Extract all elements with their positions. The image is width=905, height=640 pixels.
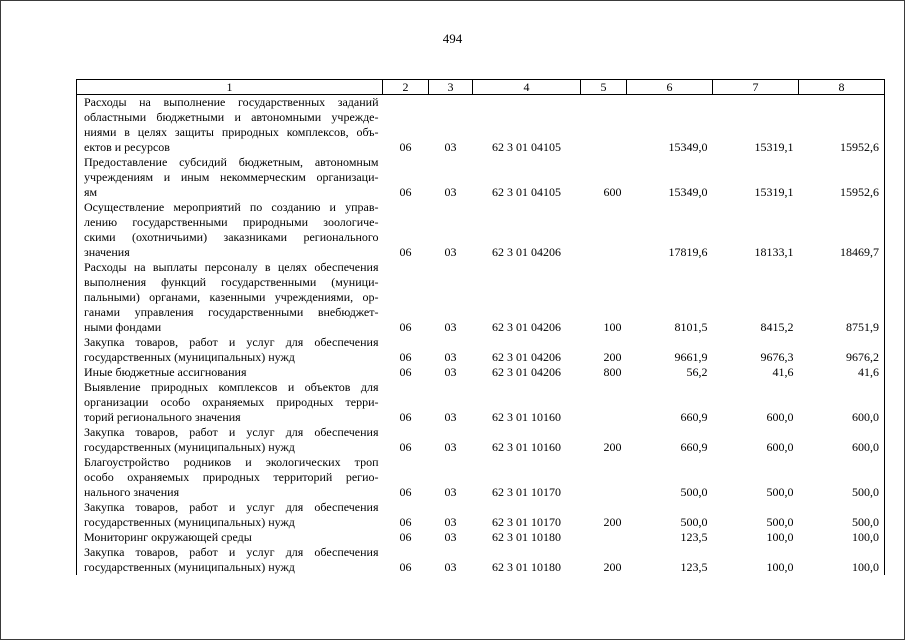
pr-code: 03 xyxy=(444,320,457,334)
pr-code: 03 xyxy=(444,365,457,379)
amount-col6: 15349,0 xyxy=(668,140,708,154)
csr-code: 62 3 01 04206 xyxy=(492,350,561,364)
amount-col7: 41,6 xyxy=(772,365,794,379)
vr-code xyxy=(581,380,627,425)
row-description: Предоставление субсидий бюджетным, автономным учреждениям и иным некоммерческим организаци- ям xyxy=(77,155,383,200)
table-body xyxy=(77,95,885,576)
pr-code: 03 xyxy=(444,245,457,259)
table-row xyxy=(77,500,885,530)
amount-col7: 500,0 xyxy=(766,515,794,529)
amount-col8: 41,6 xyxy=(799,365,885,380)
amount-col7: 8415,2 xyxy=(760,320,794,334)
amount-col8: 15952,6 xyxy=(799,95,885,156)
table-row xyxy=(77,95,885,156)
amount-col6: 17819,6 xyxy=(668,245,708,259)
csr-code: 62 3 01 04105 xyxy=(492,185,561,199)
vr-code: 200 xyxy=(603,440,622,454)
vr-code: 800 xyxy=(603,365,622,379)
amount-col7: 100,0 xyxy=(766,560,794,574)
table-row xyxy=(77,530,885,545)
row-description: Выявление природных комплексов и объектов для организации особо охраняемых природных терри- торий регионального значения xyxy=(77,380,383,425)
amount-col6: 56,2 xyxy=(686,365,708,379)
row-description: Иные бюджетные ассигнования xyxy=(77,365,383,380)
pr-code: 03 xyxy=(444,185,457,199)
csr-code: 62 3 01 10180 xyxy=(492,560,561,574)
column-header-3: 3 xyxy=(429,80,473,95)
pr-code: 03 xyxy=(444,140,457,154)
rz-code: 06 xyxy=(399,245,412,259)
amount-col6: 9661,9 xyxy=(674,350,708,364)
row-description: Расходы на выполнение государственных заданий областными бюджетными и автономными учрежде- ниями в целях защиты природных комплексов, объ- ектов и ресурсов xyxy=(77,95,383,156)
column-header-2: 2 xyxy=(383,80,429,95)
amount-col8: 100,0 xyxy=(799,545,885,575)
budget-table xyxy=(76,79,885,575)
amount-col7: 18133,1 xyxy=(754,245,794,259)
amount-col6: 500,0 xyxy=(680,485,708,499)
row-description: Закупка товаров, работ и услуг для обеспечения государственных (муниципальных) нужд xyxy=(77,545,383,575)
csr-code: 62 3 01 10160 xyxy=(492,440,561,454)
csr-code: 62 3 01 10180 xyxy=(492,530,561,544)
vr-code: 100 xyxy=(603,320,622,334)
csr-code: 62 3 01 04105 xyxy=(492,140,561,154)
row-description: Осуществление мероприятий по созданию и управ- лению государственными природными зоологиче- скими (охотничьими) заказниками регионального значения xyxy=(77,200,383,260)
amount-col8: 600,0 xyxy=(799,380,885,425)
amount-col8: 500,0 xyxy=(799,500,885,530)
rz-code: 06 xyxy=(399,515,412,529)
table-row xyxy=(77,455,885,500)
amount-col6: 123,5 xyxy=(680,560,708,574)
pr-code: 03 xyxy=(444,515,457,529)
column-header-6: 6 xyxy=(627,80,713,95)
csr-code: 62 3 01 10170 xyxy=(492,485,561,499)
table-row xyxy=(77,260,885,335)
amount-col7: 15319,1 xyxy=(754,185,794,199)
rz-code: 06 xyxy=(399,530,412,544)
row-description: Закупка товаров, работ и услуг для обеспечения государственных (муниципальных) нужд xyxy=(77,500,383,530)
amount-col7: 9676,3 xyxy=(760,350,794,364)
row-description: Благоустройство родников и экологических троп особо охраняемых природных территорий регио- нального значения xyxy=(77,455,383,500)
row-description: Расходы на выплаты персоналу в целях обеспечения выполнения функций государственными (муници- пальными) органами, казенными учреждениями, ор- ганами управления государственными внебюджет- ными фондами xyxy=(77,260,383,335)
amount-col6: 8101,5 xyxy=(674,320,708,334)
csr-code: 62 3 01 04206 xyxy=(492,245,561,259)
column-header-8: 8 xyxy=(799,80,885,95)
page-number: 494 xyxy=(442,31,463,46)
vr-code xyxy=(581,455,627,500)
table-row xyxy=(77,200,885,260)
amount-col8: 8751,9 xyxy=(799,260,885,335)
amount-col7: 600,0 xyxy=(766,440,794,454)
vr-code: 200 xyxy=(603,350,622,364)
amount-col6: 660,9 xyxy=(680,410,708,424)
pr-code: 03 xyxy=(444,560,457,574)
csr-code: 62 3 01 10160 xyxy=(492,410,561,424)
vr-code: 200 xyxy=(603,560,622,574)
amount-col8: 9676,2 xyxy=(799,335,885,365)
pr-code: 03 xyxy=(444,350,457,364)
table-row xyxy=(77,425,885,455)
amount-col7: 600,0 xyxy=(766,410,794,424)
row-description: Мониторинг окружающей среды xyxy=(77,530,383,545)
amount-col8: 500,0 xyxy=(799,455,885,500)
table-header xyxy=(77,80,885,95)
amount-col6: 660,9 xyxy=(680,440,708,454)
amount-col6: 500,0 xyxy=(680,515,708,529)
row-description: Закупка товаров, работ и услуг для обеспечения государственных (муниципальных) нужд xyxy=(77,425,383,455)
csr-code: 62 3 01 04206 xyxy=(492,320,561,334)
rz-code: 06 xyxy=(399,140,412,154)
column-header-4: 4 xyxy=(473,80,581,95)
amount-col7: 15319,1 xyxy=(754,140,794,154)
rz-code: 06 xyxy=(399,350,412,364)
amount-col8: 100,0 xyxy=(799,530,885,545)
table-row xyxy=(77,335,885,365)
table-row xyxy=(77,545,885,575)
header-row xyxy=(77,80,885,95)
amount-col8: 600,0 xyxy=(799,425,885,455)
rz-code: 06 xyxy=(399,560,412,574)
vr-code: 200 xyxy=(603,515,622,529)
pr-code: 03 xyxy=(444,530,457,544)
pr-code: 03 xyxy=(444,485,457,499)
amount-col7: 100,0 xyxy=(766,530,794,544)
amount-col7: 500,0 xyxy=(766,485,794,499)
amount-col8: 18469,7 xyxy=(799,200,885,260)
rz-code: 06 xyxy=(399,320,412,334)
amount-col8: 15952,6 xyxy=(799,155,885,200)
vr-code xyxy=(581,530,627,545)
rz-code: 06 xyxy=(399,410,412,424)
row-description: Закупка товаров, работ и услуг для обеспечения государственных (муниципальных) нужд xyxy=(77,335,383,365)
rz-code: 06 xyxy=(399,485,412,499)
column-header-7: 7 xyxy=(713,80,799,95)
amount-col6: 15349,0 xyxy=(668,185,708,199)
vr-code xyxy=(581,95,627,156)
table-row xyxy=(77,380,885,425)
vr-code xyxy=(581,200,627,260)
vr-code: 600 xyxy=(603,185,622,199)
column-header-1: 1 xyxy=(77,80,383,95)
pr-code: 03 xyxy=(444,410,457,424)
table-row xyxy=(77,155,885,200)
pr-code: 03 xyxy=(444,440,457,454)
amount-col6: 123,5 xyxy=(680,530,708,544)
rz-code: 06 xyxy=(399,440,412,454)
rz-code: 06 xyxy=(399,185,412,199)
csr-code: 62 3 01 04206 xyxy=(492,365,561,379)
column-header-5: 5 xyxy=(581,80,627,95)
rz-code: 06 xyxy=(399,365,412,379)
csr-code: 62 3 01 10170 xyxy=(492,515,561,529)
table-row xyxy=(77,365,885,380)
